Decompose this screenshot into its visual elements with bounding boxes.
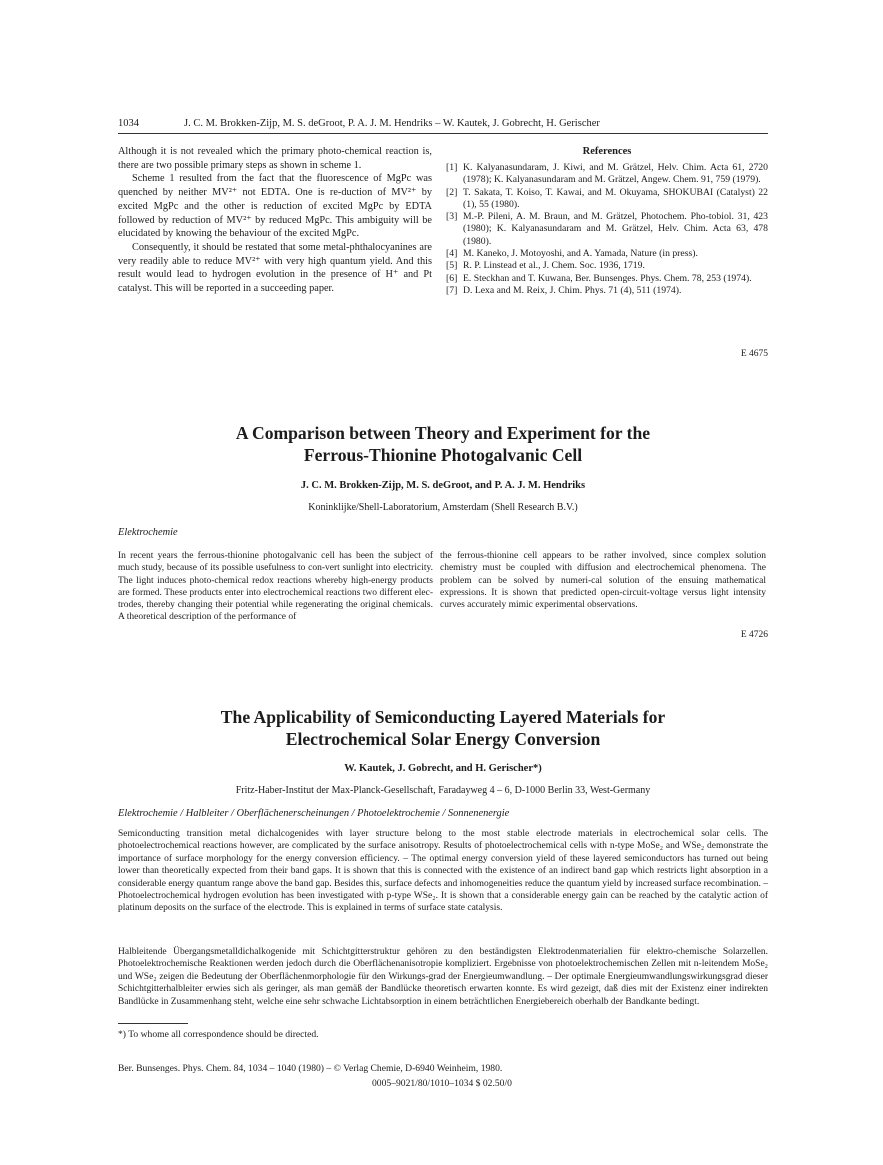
article2-abstract-german: Halbleitende Übergangsmetalldichalkogenide mit Schichtgitterstruktur gehören zu den beständigsten Elektrodenmaterialien für elektro-chemische Solarzellen. Photoelektrochemische Reaktionen werden jedoch durch die Oberflächenanisotropie kompliziert. Ergebnisse von photoelektrochemischen Zellen mit n-leitendem MoSe₂ und WSe₂ zeigen die Bedeutung der Oberflächenmorphologie für den Wirkungs-grad der Energieumwandlung. – Der optimale Energieumwandlungswirkungsgrad dieser Schichtgitterhalbleiter erwies sich als geringer, als man gemäß der Bandlücke theoretisch erwarten konnte. Es wird gezeigt, daß dies mit der Existenz einer indirekten Bandlücke in Zusammenhang steht, welche eine sehr schwache Lichtabsorption in einem beträchtlichen Energiebereich oberhalb der Bandkante bedingt. xyxy=(118,947,768,1007)
reference-text: M.-P. Pileni, A. M. Braun, and M. Grätzel, Photochem. Pho-tobiol. 31, 423 (1980); K. Kalyanasundaram and M. Grätzel, Helv. Chim. Acta 63, 478 (1980). xyxy=(463,211,768,247)
reference-number: [5] xyxy=(446,260,458,272)
reference-item xyxy=(446,211,768,248)
article1-category: Elektrochemie xyxy=(118,527,178,538)
header-rule xyxy=(118,133,768,134)
references-section xyxy=(446,146,768,297)
reference-number: [7] xyxy=(446,284,458,296)
reference-item xyxy=(446,273,768,285)
reference-text: T. Sakata, T. Koiso, T. Kawai, and M. Okuyama, SHOKUBAI (Catalyst) 22 (1), 55 (1980). xyxy=(463,186,768,210)
reference-item xyxy=(446,248,768,260)
reference-number: [3] xyxy=(446,211,458,223)
reference-text: R. P. Linstead et al., J. Chem. Soc. 1936, 1719. xyxy=(463,260,645,272)
article2-category: Elektrochemie / Halbleiter / Oberflächenerscheinungen / Photoelektrochemie / Sonnenenergie xyxy=(118,808,510,819)
article1-title xyxy=(118,422,768,466)
prev-article-code: E 4675 xyxy=(740,349,768,359)
article1-authors: J. C. M. Brokken-Zijp, M. S. deGroot, and P. A. J. M. Hendriks xyxy=(300,480,586,491)
reference-number: [2] xyxy=(446,186,458,198)
prev-article-body xyxy=(118,145,432,296)
reference-item xyxy=(446,285,768,297)
reference-text: M. Kaneko, J. Motoyoshi, and A. Yamada, Nature (in press). xyxy=(463,248,698,260)
reference-text: K. Kalyanasundaram, J. Kiwi, and M. Grätzel, Helv. Chim. Acta 61, 2720 (1978); K. Kalyanasundaram and M. Grätzel, Angew. Chem. 91, 759 (1979). xyxy=(463,162,768,186)
article1-abstract-right: the ferrous-thionine cell appears to be rather involved, since complex solution chemistry must be coupled with diffusion and electrochemical phenomena. The problem can be solved by numeri-cal solution of the ensuing mathematical expressions. It is shown that predicted open-circuit-voltage versus light intensity curves accurately mimic experimental observations. xyxy=(440,551,766,611)
article2-title-line1: The Applicability of Semiconducting Layered Materials for xyxy=(220,707,666,727)
reference-text: E. Steckhan and T. Kuwana, Ber. Bunsenges. Phys. Chem. 78, 253 (1974). xyxy=(463,272,752,284)
footer-citation: Ber. Bunsenges. Phys. Chem. 84, 1034 – 1040 (1980) – © Verlag Chemie, D-6940 Weinheim, 1980. xyxy=(118,1063,503,1074)
reference-item xyxy=(446,162,768,187)
header-authors: J. C. M. Brokken-Zijp, M. S. deGroot, P. A. J. M. Hendriks – W. Kautek, J. Gobrecht, H. Gerischer xyxy=(184,118,600,129)
article1-code: E 4726 xyxy=(740,630,768,640)
article2-authors: W. Kautek, J. Gobrecht, and H. Gerischer*) xyxy=(344,763,542,774)
reference-number: [4] xyxy=(446,248,458,260)
paragraph: Consequently, it should be restated that some metal-phthalocyanines are very readily able to reduce MV²⁺ with very high quantum yield. And this result would lead to hydrogen evolution in the presence of H⁺ and Pt catalyst. This will be reported in a succeeding paper. xyxy=(118,241,432,295)
paragraph: Scheme 1 resulted from the fact that the fluorescence of MgPc was quenched by neither MV²⁺ not EDTA. One is re-duction of MV²⁺ by excited MgPc and the other is reduction of excited MgPc by EDTA followed by reduction of MV²⁺ by reduced MgPc. This ambiguity will be elucidated by knowing the behaviour of the excited MgPc. xyxy=(118,173,432,240)
article1-abstract-left: In recent years the ferrous-thionine photogalvanic cell has been the subject of much study, because of its possible usefulness to con-vert sunlight into electricity. The light induces photo-chemical redox reactions whereby high-energy products are formed. These products enter into electrochemical reactions two different elec-trodes, thereby changing their potential while regenerating the original chemicals. A theoretical description of the performance of xyxy=(118,551,433,623)
article2-affiliation: Fritz-Haber-Institut der Max-Planck-Gesellschaft, Faradayweg 4 – 6, D-1000 Berlin 33, West-Germany xyxy=(235,785,651,796)
article2-title xyxy=(118,706,768,750)
footnote-rule xyxy=(118,1023,188,1024)
reference-number: [1] xyxy=(446,162,458,173)
footer-issn: 0005–9021/80/1010–1034 $ 02.50/0 xyxy=(372,1078,512,1089)
article2-abstract-english: Semiconducting transition metal dichalcogenides with layer structure belong to the most stable electrode materials in electrochemical solar cells. The photoelectrochemical reactions however, are complicated by the surface anisotropy. Results of photoelectrochemical cells with n-type MoSe₂ and WSe₂ demonstrate the importance of surface morphology for the energy conversion efficiency. – The optimal energy conversion yield of these layered semiconductors has turned out being lower than theoretically expected from their band gaps. It is shown that this is connected with the existence of an indirect band gap which restricts light absorption in a considerable energy quantum range above the band gap. Besides this, surface defects and inhomogeneities reduce the quantum yield by increased surface recombination. – Photoelectrochemical hydrogen evolution has been investigated with p-type WSe₂. It is shown that a considerable energy gain can be reached by the catalytic action of platinum deposits on the surface of the electrode. This is explained in terms of surface state catalysis. xyxy=(118,829,768,914)
page-number: 1034 xyxy=(118,118,139,129)
article1-title-line1: A Comparison between Theory and Experiment for the xyxy=(235,423,651,443)
article2-title-line2: Electrochemical Solar Energy Conversion xyxy=(285,729,601,749)
footnote: *) To whome all correspondence should be directed. xyxy=(118,1029,319,1040)
reference-text: D. Lexa and M. Reix, J. Chim. Phys. 71 (4), 511 (1974). xyxy=(463,284,682,296)
reference-item xyxy=(446,187,768,212)
references-title: References xyxy=(582,146,632,157)
reference-number: [6] xyxy=(446,272,458,284)
paragraph: Although it is not revealed which the primary photo-chemical reaction is, there are two possible primary steps as shown in scheme 1. xyxy=(118,146,432,171)
reference-item xyxy=(446,260,768,272)
article1-affiliation: Koninklijke/Shell-Laboratorium, Amsterdam (Shell Research B.V.) xyxy=(308,502,578,513)
article1-title-line2: Ferrous-Thionine Photogalvanic Cell xyxy=(303,445,583,465)
